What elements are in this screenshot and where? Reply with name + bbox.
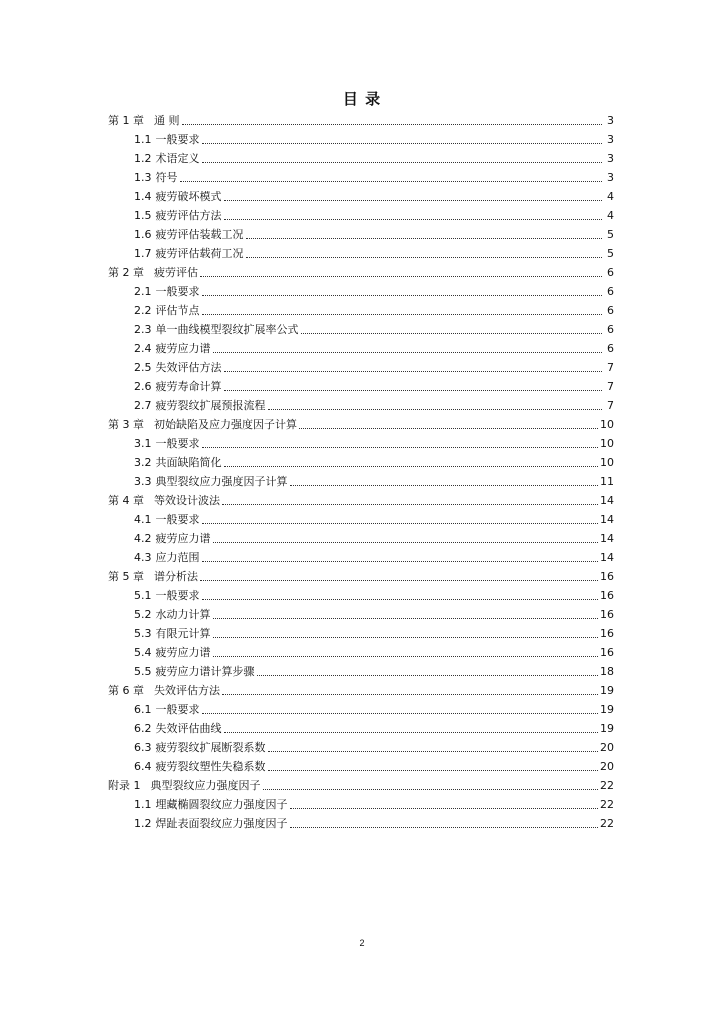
toc-entry-page: 16 [600,570,614,583]
toc-dot-leader [268,751,599,752]
toc-entry-number: 1.2 [134,152,152,165]
toc-dot-leader [246,257,603,258]
toc-dot-leader [202,162,603,163]
toc-entry-page: 10 [600,418,614,431]
toc-entry-number: 1.5 [134,209,152,222]
toc-entry-number: 3.2 [134,456,152,469]
toc-section-entry[interactable] [134,640,614,659]
toc-entry-label: 失效评估曲线 [155,722,222,735]
toc-section-entry[interactable] [134,545,614,564]
toc-entry-number: 第 3 章 [108,418,144,431]
toc-entry-page: 4 [607,190,614,203]
toc-section-entry[interactable] [134,279,614,298]
toc-section-entry[interactable] [134,811,614,830]
toc-entry-label: 一般要求 [155,589,200,602]
toc-entry-page: 3 [607,133,614,146]
toc-entry-label: 疲劳破坏模式 [155,190,222,203]
toc-dot-leader [290,827,599,828]
toc-dot-leader [290,808,599,809]
toc-entry-page: 16 [600,589,614,602]
toc-entry-label: 疲劳评估装载工况 [155,228,244,241]
toc-dot-leader [301,333,603,334]
toc-dot-leader [224,371,603,372]
toc-entry-number: 3.3 [134,475,152,488]
toc-section-entry[interactable] [134,298,614,317]
toc-entry-label: 通 则 [154,114,180,127]
toc-entry-page: 7 [607,361,614,374]
toc-entry-label: 应力范围 [155,551,200,564]
toc-section-entry[interactable] [134,374,614,393]
toc-section-entry[interactable] [134,203,614,222]
toc-entry-label: 疲劳评估 [154,266,198,279]
toc-entry-page: 6 [607,266,614,279]
toc-entry-page: 18 [600,665,614,678]
toc-entry-page: 6 [607,342,614,355]
toc-entry-label: 失效评估方法 [154,684,220,697]
toc-dot-leader [200,276,602,277]
toc-entry-number: 1.3 [134,171,152,184]
toc-entry-label: 埋藏椭圆裂纹应力强度因子 [155,798,288,811]
toc-entry-label: 谱分析法 [154,570,198,583]
toc-entry-label: 疲劳评估载荷工况 [155,247,244,260]
toc-entry-label: 疲劳裂纹塑性失稳系数 [155,760,266,773]
toc-entry-label: 疲劳评估方法 [155,209,222,222]
toc-entry-label: 一般要求 [155,513,200,526]
toc-entry-number: 第 5 章 [108,570,144,583]
toc-dot-leader [268,409,603,410]
toc-entry-number: 5.1 [134,589,152,602]
toc-section-entry[interactable] [134,621,614,640]
toc-section-entry[interactable] [134,697,614,716]
toc-section-entry[interactable] [134,754,614,773]
toc-dot-leader [299,428,598,429]
toc-title: 目 录 [342,90,382,108]
toc-entry-label: 典型裂纹应力强度因子 [150,779,261,792]
toc-entry-page: 5 [607,228,614,241]
toc-entry-number: 3.1 [134,437,152,450]
toc-entry-number: 6.4 [134,760,152,773]
toc-dot-leader [224,219,603,220]
toc-section-entry[interactable] [134,336,614,355]
toc-entry-label: 疲劳应力谱 [155,342,211,355]
toc-entry-label: 初始缺陷及应力强度因子计算 [154,418,297,431]
toc-dot-leader [222,694,598,695]
toc-entry-label: 疲劳应力谱 [155,532,211,545]
toc-entry-page: 20 [600,741,614,754]
toc-entry-number: 1.1 [134,133,152,146]
toc-entry-number: 第 6 章 [108,684,144,697]
toc-dot-leader [202,295,603,296]
toc-entry-page: 19 [600,722,614,735]
toc-entry-label: 疲劳寿命计算 [155,380,222,393]
toc-section-entry[interactable] [134,127,614,146]
toc-section-entry[interactable] [134,735,614,754]
toc-dot-leader [263,789,599,790]
toc-section-entry[interactable] [134,450,614,469]
toc-section-entry[interactable] [134,583,614,602]
toc-entry-label: 评估节点 [155,304,200,317]
toc-section-entry[interactable] [134,469,614,488]
toc-section-entry[interactable] [134,393,614,412]
toc-entry-page: 14 [600,494,614,507]
toc-entry-number: 1.7 [134,247,152,260]
toc-entry-number: 1.6 [134,228,152,241]
toc-dot-leader [213,542,599,543]
toc-section-entry[interactable] [134,222,614,241]
toc-section-entry[interactable] [134,184,614,203]
toc-entry-label: 有限元计算 [155,627,211,640]
toc-entry-label: 一般要求 [155,285,200,298]
toc-dot-leader [202,599,599,600]
page-number: 2 [359,938,365,948]
toc-entry-label: 一般要求 [155,703,200,716]
toc-dot-leader [213,352,603,353]
toc-dot-leader [213,618,599,619]
toc-entry-page: 14 [600,513,614,526]
toc-entry-label: 一般要求 [155,437,200,450]
toc-entry-page: 10 [600,456,614,469]
toc-entry-number: 2.7 [134,399,152,412]
toc-entry-page: 16 [600,627,614,640]
toc-section-entry[interactable] [134,659,614,678]
toc-dot-leader [202,447,599,448]
toc-entry-page: 4 [607,209,614,222]
toc-entry-page: 3 [607,114,614,127]
toc-section-entry[interactable] [134,165,614,184]
toc-entry-page: 14 [600,551,614,564]
toc-dot-leader [182,124,603,125]
toc-entry-page: 3 [607,152,614,165]
toc-dot-leader [224,390,603,391]
toc-entry-page: 22 [600,779,614,792]
toc-entry-number: 附录 1 [108,779,141,792]
toc-entry-number: 6.1 [134,703,152,716]
toc-dot-leader [222,504,598,505]
toc-entry-page: 16 [600,646,614,659]
toc-section-entry[interactable] [134,792,614,811]
toc-entry-page: 19 [600,684,614,697]
toc-entry-number: 2.1 [134,285,152,298]
toc-dot-leader [200,580,598,581]
toc-dot-leader [202,561,599,562]
toc-entry-label: 疲劳应力谱计算步骤 [155,665,255,678]
toc-entry-page: 6 [607,285,614,298]
toc-dot-leader [224,732,599,733]
toc-entry-number: 2.4 [134,342,152,355]
toc-entry-page: 14 [600,532,614,545]
toc-dot-leader [224,466,599,467]
toc-entry-page: 7 [607,380,614,393]
toc-entry-number: 第 4 章 [108,494,144,507]
toc-entry-number: 5.4 [134,646,152,659]
toc-entry-page: 22 [600,817,614,830]
toc-entry-page: 3 [607,171,614,184]
toc-entry-number: 2.5 [134,361,152,374]
toc-chapter-entry[interactable] [108,108,614,127]
toc-dot-leader [257,675,599,676]
toc-entry-page: 11 [600,475,614,488]
toc-chapter-entry[interactable] [108,412,614,431]
toc-entry-label: 共面缺陷简化 [155,456,222,469]
toc-entry-page: 6 [607,304,614,317]
toc-entry-number: 5.5 [134,665,152,678]
toc-chapter-entry[interactable] [108,678,614,697]
toc-entry-page: 22 [600,798,614,811]
toc-entry-label: 焊趾表面裂纹应力强度因子 [155,817,288,830]
toc-entry-page: 19 [600,703,614,716]
toc-entry-number: 1.2 [134,817,152,830]
toc-entry-page: 6 [607,323,614,336]
toc-dot-leader [290,485,599,486]
toc-section-entry[interactable] [134,355,614,374]
toc-entry-number: 1.1 [134,798,152,811]
toc-chapter-entry[interactable] [108,488,614,507]
toc-dot-leader [246,238,603,239]
toc-dot-leader [213,656,599,657]
toc-chapter-entry[interactable] [108,260,614,279]
toc-entry-label: 疲劳应力谱 [155,646,211,659]
toc-entry-page: 7 [607,399,614,412]
toc-entry-page: 20 [600,760,614,773]
toc-entry-number: 第 1 章 [108,114,144,127]
toc-dot-leader [180,181,603,182]
toc-dot-leader [202,143,603,144]
toc-section-entry[interactable] [134,146,614,165]
toc-entry-number: 4.1 [134,513,152,526]
toc-section-entry[interactable] [134,507,614,526]
toc-entry-number: 第 2 章 [108,266,144,279]
toc-entry-number: 1.4 [134,190,152,203]
toc-entry-number: 2.6 [134,380,152,393]
toc-chapter-entry[interactable] [108,773,614,792]
toc-entry-number: 5.2 [134,608,152,621]
toc-entry-label: 术语定义 [155,152,200,165]
toc-entry-label: 疲劳裂纹扩展断裂系数 [155,741,266,754]
toc-entry-number: 6.2 [134,722,152,735]
toc-section-entry[interactable] [134,241,614,260]
toc-dot-leader [202,523,599,524]
toc-entry-label: 单一曲线模型裂纹扩展率公式 [155,323,299,336]
toc-entry-label: 符号 [155,171,178,184]
toc-entry-label: 一般要求 [155,133,200,146]
toc-chapter-entry[interactable] [108,564,614,583]
toc-section-entry[interactable] [134,602,614,621]
toc-entry-number: 2.3 [134,323,152,336]
toc-entry-page: 10 [600,437,614,450]
toc-dot-leader [268,770,599,771]
toc-entry-number: 2.2 [134,304,152,317]
toc-dot-leader [224,200,603,201]
toc-entry-label: 水动力计算 [155,608,211,621]
toc-entry-label: 失效评估方法 [155,361,222,374]
toc-entry-page: 16 [600,608,614,621]
toc-entry-number: 5.3 [134,627,152,640]
toc-entry-number: 4.3 [134,551,152,564]
toc-entry-page: 5 [607,247,614,260]
toc-entry-number: 4.2 [134,532,152,545]
toc-dot-leader [202,314,603,315]
toc-section-entry[interactable] [134,431,614,450]
toc-entry-label: 典型裂纹应力强度因子计算 [155,475,288,488]
toc-section-entry[interactable] [134,526,614,545]
toc-section-entry[interactable] [134,716,614,735]
toc-entry-label: 等效设计波法 [154,494,220,507]
toc-dot-leader [202,713,599,714]
toc-section-entry[interactable] [134,317,614,336]
toc-entry-label: 疲劳裂纹扩展预报流程 [155,399,266,412]
toc-entry-number: 6.3 [134,741,152,754]
toc-dot-leader [213,637,599,638]
